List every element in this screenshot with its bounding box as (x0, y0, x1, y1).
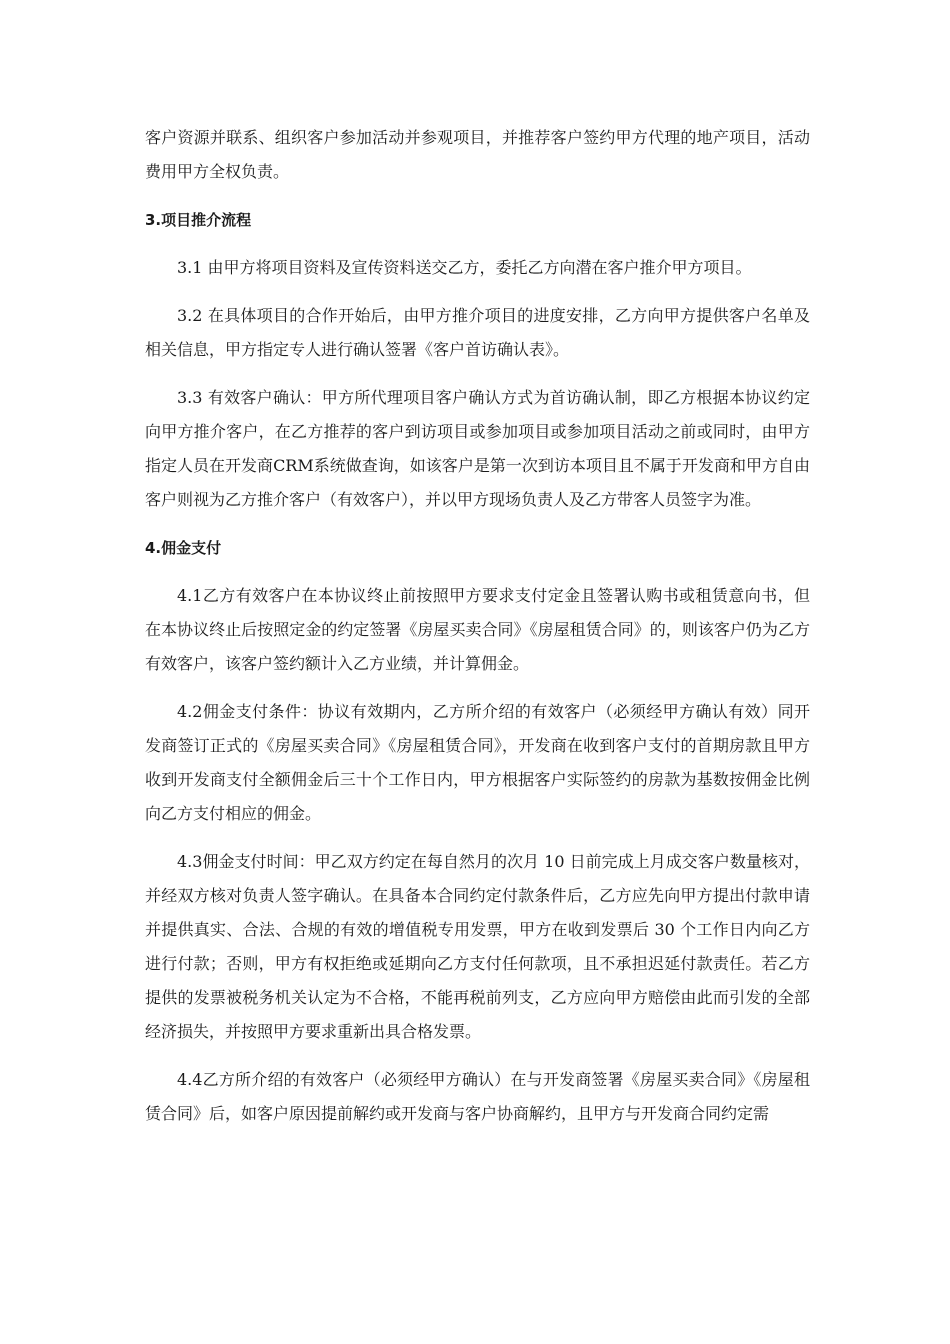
paragraph-4-2: 4.2佣金支付条件：协议有效期内，乙方所介绍的有效客户（必须经甲方确认有效）同开发商签订正式的《房屋买卖合同》《房屋租赁合同》，开发商在收到客户支付的首期房款且甲方收到开发商支付全额佣金后三十个工作日内，甲方根据客户实际签约的房款为基数按佣金比例向乙方支付相应的佣金。 (145, 702, 810, 823)
paragraph-3-3: 3.3 有效客户确认：甲方所代理项目客户确认方式为首访确认制，即乙方根据本协议约定向甲方推介客户，在乙方推荐的客户到访项目或参加项目或参加项目活动之前或同时，由甲方指定人员在开发商CRM系统做查询，如该客户是第一次到访本项目且不属于开发商和甲方自由客户则视为乙方推介客户（有效客户），并以甲方现场负责人及乙方带客人员签字为准。 (145, 388, 810, 509)
paragraph-4-1: 4.1乙方有效客户在本协议终止前按照甲方要求支付定金且签署认购书或租赁意向书，但在本协议终止后按照定金的约定签署《房屋买卖合同》《房屋租赁合同》的，则该客户仍为乙方有效客户，该客户签约额计入乙方业绩，并计算佣金。 (145, 586, 810, 673)
paragraph-3-1: 3.1 由甲方将项目资料及宣传资料送交乙方，委托乙方向潜在客户推介甲方项目。 (177, 258, 752, 277)
section-heading-3: 3.项目推介流程 (145, 211, 252, 229)
section-heading-4: 4.佣金支付 (145, 539, 222, 557)
paragraph-4-4: 4.4乙方所介绍的有效客户（必须经甲方确认）在与开发商签署《房屋买卖合同》《房屋租赁合同》后，如客户原因提前解约或开发商与客户协商解约，且甲方与开发商合同约定需 (145, 1070, 810, 1123)
paragraph-intro: 客户资源并联系、组织客户参加活动并参观项目，并推荐客户签约甲方代理的地产项目，活动费用甲方全权负责。 (145, 128, 810, 181)
paragraph-4-3: 4.3佣金支付时间：甲乙双方约定在每自然月的次月 10 日前完成上月成交客户数量核对，并经双方核对负责人签字确认。在具备本合同约定付款条件后，乙方应先向甲方提出付款申请并提供真实、合法、合规的有效的增值税专用发票，甲方在收到发票后 30 个工作日内向乙方进行付款；否则，甲方有权拒绝或延期向乙方支付任何款项，且不承担迟延付款责任。若乙方提供的发票被税务机关认定为不合格，不能再税前列支，乙方应向甲方赔偿由此而引发的全部经济损失，并按照甲方要求重新出具合格发票。 (145, 852, 810, 1041)
document-body (145, 121, 810, 1145)
paragraph-3-2: 3.2 在具体项目的合作开始后，由甲方推介项目的进度安排，乙方向甲方提供客户名单及相关信息，甲方指定专人进行确认签署《客户首访确认表》。 (145, 306, 810, 359)
